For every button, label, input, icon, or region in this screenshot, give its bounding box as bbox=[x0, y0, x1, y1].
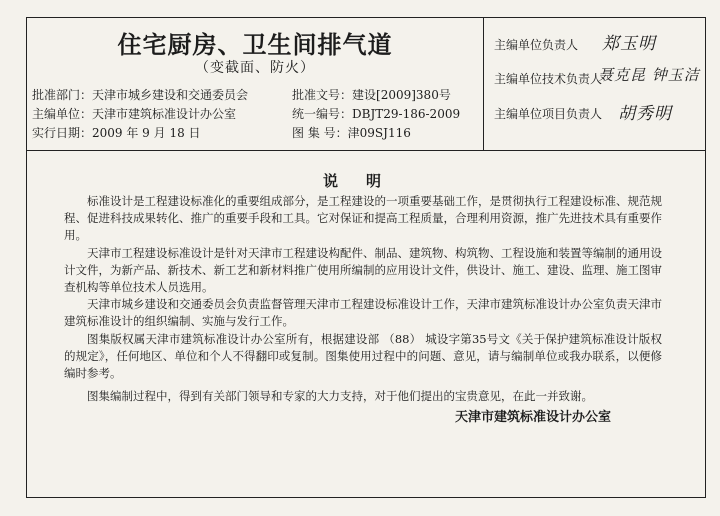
atlas-no-line bbox=[292, 124, 411, 141]
approval-dept-line bbox=[32, 86, 248, 103]
effective-date-line bbox=[32, 124, 201, 141]
editor-unit-value: 天津市建筑标准设计办公室 bbox=[92, 107, 237, 121]
header-info-block bbox=[26, 17, 484, 151]
document-title: 住宅厨房、卫生间排气道 bbox=[117, 30, 393, 59]
issuer-name: 天津市建筑标准设计办公室 bbox=[455, 410, 612, 425]
effective-date-value: 2009 年 9 月 18 日 bbox=[92, 126, 201, 140]
signature-chief: 郑玉明 bbox=[602, 34, 656, 54]
paragraph: 标准设计是工程建设标准化的重要组成部分，是工程建设的一项重要基础工作，是贯彻执行工程建设标准、规范规程、促进科技成果转化、推广的重要手段和工具。它对保证和提高工程质量，合理利用资源，推广先进技术具有重要作用。 bbox=[64, 194, 662, 243]
approval-dept-label: 批准部门： bbox=[32, 88, 93, 102]
document-subtitle: （变截面、防火） bbox=[195, 60, 315, 76]
paragraph: 天津市城乡建设和交通委员会负责监督管理天津市工程建设标准设计工作，天津市建筑标准设计办公室负责天津市建筑标准设计的组织编制、实施与发行工作。 bbox=[64, 297, 662, 329]
paragraph: 天津市工程建设标准设计是针对天津市工程建设构配件、制品、建筑物、构筑物、工程设施和装置等编制的通用设计文件，为新产品、新技术、新工艺和新材料推广使用所编制的应用设计文件，供设计、施工、建设、监理、施工图审查机构等单位技术人员选用。 bbox=[64, 245, 662, 295]
explanation-body bbox=[64, 193, 662, 405]
approval-no-label: 批准文号： bbox=[292, 88, 353, 102]
paragraph: 图集编制过程中，得到有关部门领导和专家的大力支持，对于他们提出的宝贵意见，在此一并致谢。 bbox=[87, 389, 593, 404]
signature-technical: 聂克昆 钟玉洁 bbox=[598, 66, 700, 84]
paragraph: 图集版权属天津市建筑标准设计办公室所有，根据建设部 （88） 城设字第35号文《关于保护建筑标准设计版权的规定》，任何地区、单位和个人不得翻印或复制。图集使用过程中的问题、意见，请与编制单位或我办联系，以便修编时参考。 bbox=[64, 331, 662, 381]
atlas-no-label: 图 集 号： bbox=[292, 126, 348, 140]
signature-role-technical: 主编单位技术负责人 bbox=[494, 72, 603, 86]
unified-no-label: 统一编号： bbox=[292, 107, 353, 121]
approval-dept-value: 天津市城乡建设和交通委员会 bbox=[92, 88, 249, 102]
signature-role-chief: 主编单位负责人 bbox=[494, 38, 579, 52]
unified-no-line bbox=[292, 105, 460, 122]
effective-date-label: 实行日期： bbox=[32, 126, 93, 140]
signature-block bbox=[484, 17, 706, 151]
unified-no-value: DBJT29-186-2009 bbox=[352, 107, 461, 121]
approval-no-line bbox=[292, 86, 451, 103]
signature-role-project: 主编单位项目负责人 bbox=[494, 107, 603, 121]
signature-project: 胡秀明 bbox=[618, 104, 672, 124]
approval-no-value: 建设[2009]380号 bbox=[352, 88, 451, 102]
editor-unit-label: 主编单位： bbox=[32, 107, 93, 121]
editor-unit-line bbox=[32, 105, 236, 122]
atlas-no-value: 津09SJ116 bbox=[347, 126, 411, 140]
section-heading: 说明 bbox=[322, 172, 409, 190]
